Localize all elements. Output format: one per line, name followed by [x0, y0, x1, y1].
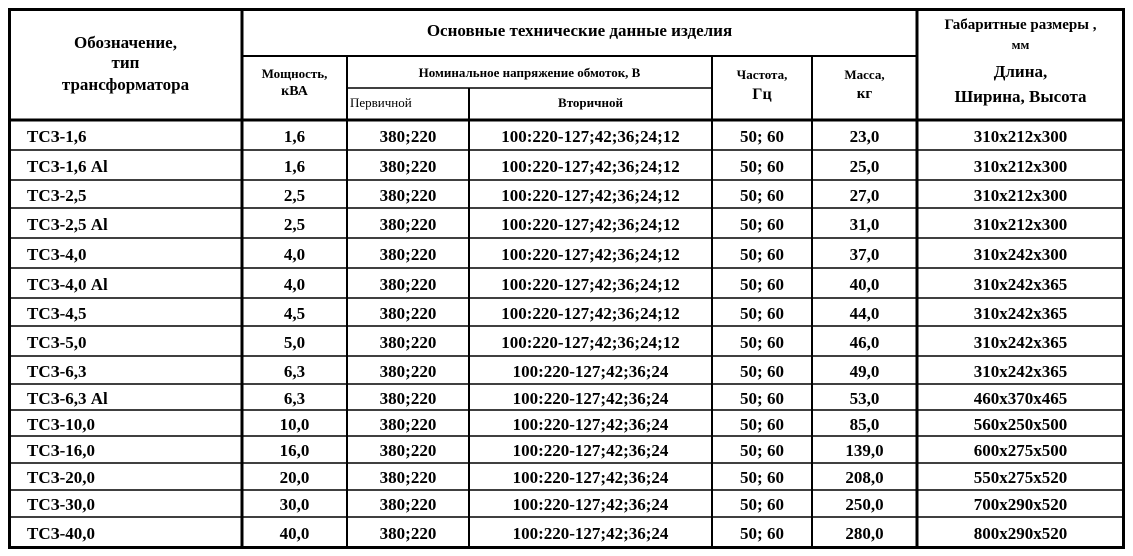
cell-power: 4,0 — [283, 275, 306, 294]
cell-secondary: 100:220-127;42;36;24 — [512, 524, 669, 543]
cell-secondary: 100:220-127;42;36;24;12 — [501, 333, 680, 352]
cell-type: ТСЗ-10,0 — [27, 415, 95, 434]
cell-primary: 380;220 — [379, 275, 437, 294]
cell-dimensions: 310х242х365 — [973, 362, 1068, 381]
cell-mass: 37,0 — [849, 245, 880, 264]
cell-power: 6,3 — [283, 389, 306, 408]
cell-type: ТСЗ-40,0 — [27, 524, 95, 543]
header-designation-line1: Обозначение, — [74, 33, 177, 52]
cell-frequency: 50; 60 — [740, 415, 784, 434]
cell-type: ТСЗ-2,5 — [27, 186, 87, 205]
cell-dimensions: 600х275х500 — [973, 441, 1068, 460]
header-dimensions-line1: Габаритные размеры , — [944, 17, 1097, 33]
cell-mass: 208,0 — [845, 468, 884, 487]
header-designation-line3: трансформатора — [61, 75, 190, 94]
cell-primary: 380;220 — [379, 215, 437, 234]
header-primary: Первичной — [350, 95, 412, 110]
cell-secondary: 100:220-127;42;36;24;12 — [501, 157, 680, 176]
cell-mass: 44,0 — [849, 304, 880, 323]
cell-mass: 25,0 — [849, 157, 880, 176]
cell-secondary: 100:220-127;42;36;24 — [512, 362, 669, 381]
cell-primary: 380;220 — [379, 389, 437, 408]
header-secondary: Вторичной — [558, 95, 623, 110]
cell-frequency: 50; 60 — [740, 362, 784, 381]
cell-secondary: 100:220-127;42;36;24;12 — [501, 275, 680, 294]
cell-mass: 280,0 — [845, 524, 884, 543]
cell-mass: 250,0 — [845, 495, 884, 514]
cell-power: 40,0 — [279, 524, 310, 543]
cell-primary: 380;220 — [379, 333, 437, 352]
cell-dimensions: 700х290х520 — [973, 495, 1068, 514]
cell-mass: 139,0 — [845, 441, 884, 460]
cell-frequency: 50; 60 — [740, 441, 784, 460]
cell-type: ТСЗ-4,5 — [27, 304, 87, 323]
cell-power: 10,0 — [279, 415, 310, 434]
cell-type: ТСЗ-4,0 Al — [27, 275, 108, 294]
cell-frequency: 50; 60 — [740, 186, 784, 205]
cell-dimensions: 310х212х300 — [973, 127, 1068, 146]
cell-type: ТСЗ-1,6 Al — [27, 157, 108, 176]
cell-frequency: 50; 60 — [740, 245, 784, 264]
cell-dimensions: 560х250х500 — [973, 415, 1068, 434]
cell-primary: 380;220 — [379, 524, 437, 543]
cell-type: ТСЗ-30,0 — [27, 495, 95, 514]
cell-type: ТСЗ-5,0 — [27, 333, 87, 352]
header-power-line2: кВА — [281, 84, 308, 99]
cell-power: 5,0 — [283, 333, 306, 352]
cell-secondary: 100:220-127;42;36;24;12 — [501, 127, 680, 146]
cell-secondary: 100:220-127;42;36;24 — [512, 389, 669, 408]
cell-mass: 53,0 — [849, 389, 880, 408]
cell-power: 2,5 — [283, 215, 306, 234]
cell-dimensions: 310х242х365 — [973, 275, 1068, 294]
cell-mass: 31,0 — [849, 215, 880, 234]
cell-power: 20,0 — [279, 468, 310, 487]
cell-power: 4,5 — [283, 304, 306, 323]
cell-mass: 85,0 — [849, 415, 880, 434]
cell-mass: 27,0 — [849, 186, 880, 205]
header-frequency-line1: Частота, — [736, 67, 788, 82]
cell-frequency: 50; 60 — [740, 157, 784, 176]
cell-dimensions: 550х275х520 — [973, 468, 1068, 487]
cell-primary: 380;220 — [379, 245, 437, 264]
cell-type: ТСЗ-2,5 Al — [27, 215, 108, 234]
cell-primary: 380;220 — [379, 304, 437, 323]
cell-type: ТСЗ-1,6 — [27, 127, 87, 146]
cell-primary: 380;220 — [379, 127, 437, 146]
header-designation-line2: тип — [111, 53, 140, 72]
cell-frequency: 50; 60 — [740, 524, 784, 543]
cell-dimensions: 310х242х365 — [973, 333, 1068, 352]
cell-dimensions: 310х212х300 — [973, 157, 1068, 176]
cell-frequency: 50; 60 — [740, 275, 784, 294]
cell-power: 6,3 — [283, 362, 306, 381]
cell-primary: 380;220 — [379, 441, 437, 460]
cell-dimensions: 310х212х300 — [973, 186, 1068, 205]
cell-secondary: 100:220-127;42;36;24;12 — [501, 245, 680, 264]
cell-power: 4,0 — [283, 245, 306, 264]
cell-secondary: 100:220-127;42;36;24;12 — [501, 304, 680, 323]
cell-type: ТСЗ-6,3 — [27, 362, 87, 381]
header-mass-line1: Масса, — [844, 67, 885, 82]
cell-type: ТСЗ-16,0 — [27, 441, 95, 460]
cell-secondary: 100:220-127;42;36;24;12 — [501, 186, 680, 205]
cell-secondary: 100:220-127;42;36;24 — [512, 441, 669, 460]
cell-dimensions: 460х370х465 — [973, 389, 1068, 408]
cell-power: 1,6 — [283, 127, 306, 146]
header-mass-line2: кг — [856, 86, 873, 102]
cell-secondary: 100:220-127;42;36;24;12 — [501, 215, 680, 234]
cell-type: ТСЗ-4,0 — [27, 245, 87, 264]
cell-secondary: 100:220-127;42;36;24 — [512, 415, 669, 434]
cell-power: 1,6 — [283, 157, 306, 176]
cell-mass: 46,0 — [849, 333, 880, 352]
cell-power: 16,0 — [279, 441, 310, 460]
cell-frequency: 50; 60 — [740, 333, 784, 352]
cell-dimensions: 310х212х300 — [973, 215, 1068, 234]
header-dimensions-line2: мм — [1011, 37, 1030, 52]
cell-secondary: 100:220-127;42;36;24 — [512, 495, 669, 514]
cell-primary: 380;220 — [379, 468, 437, 487]
cell-frequency: 50; 60 — [740, 468, 784, 487]
cell-frequency: 50; 60 — [740, 304, 784, 323]
header-main-title: Основные технические данные изделия — [426, 21, 733, 40]
cell-power: 30,0 — [279, 495, 310, 514]
cell-primary: 380;220 — [379, 362, 437, 381]
cell-frequency: 50; 60 — [740, 495, 784, 514]
cell-type: ТСЗ-20,0 — [27, 468, 95, 487]
cell-frequency: 50; 60 — [740, 389, 784, 408]
cell-dimensions: 310х242х365 — [973, 304, 1068, 323]
cell-primary: 380;220 — [379, 157, 437, 176]
cell-frequency: 50; 60 — [740, 215, 784, 234]
cell-primary: 380;220 — [379, 495, 437, 514]
header-dimensions-line4: Ширина, Высота — [954, 87, 1087, 106]
cell-secondary: 100:220-127;42;36;24 — [512, 468, 669, 487]
header-frequency-line2: Гц — [752, 86, 772, 103]
cell-frequency: 50; 60 — [740, 127, 784, 146]
header-nominal-voltage: Номинальное напряжение обмоток, В — [418, 65, 641, 80]
cell-mass: 40,0 — [849, 275, 880, 294]
cell-dimensions: 310х242х300 — [973, 245, 1068, 264]
cell-mass: 49,0 — [849, 362, 880, 381]
cell-primary: 380;220 — [379, 186, 437, 205]
header-power-line1: Мощность, — [261, 66, 328, 81]
cell-type: ТСЗ-6,3 Al — [27, 389, 108, 408]
cell-mass: 23,0 — [849, 127, 880, 146]
cell-primary: 380;220 — [379, 415, 437, 434]
cell-dimensions: 800х290х520 — [973, 524, 1068, 543]
header-dimensions-line3: Длина, — [993, 62, 1048, 81]
cell-power: 2,5 — [283, 186, 306, 205]
